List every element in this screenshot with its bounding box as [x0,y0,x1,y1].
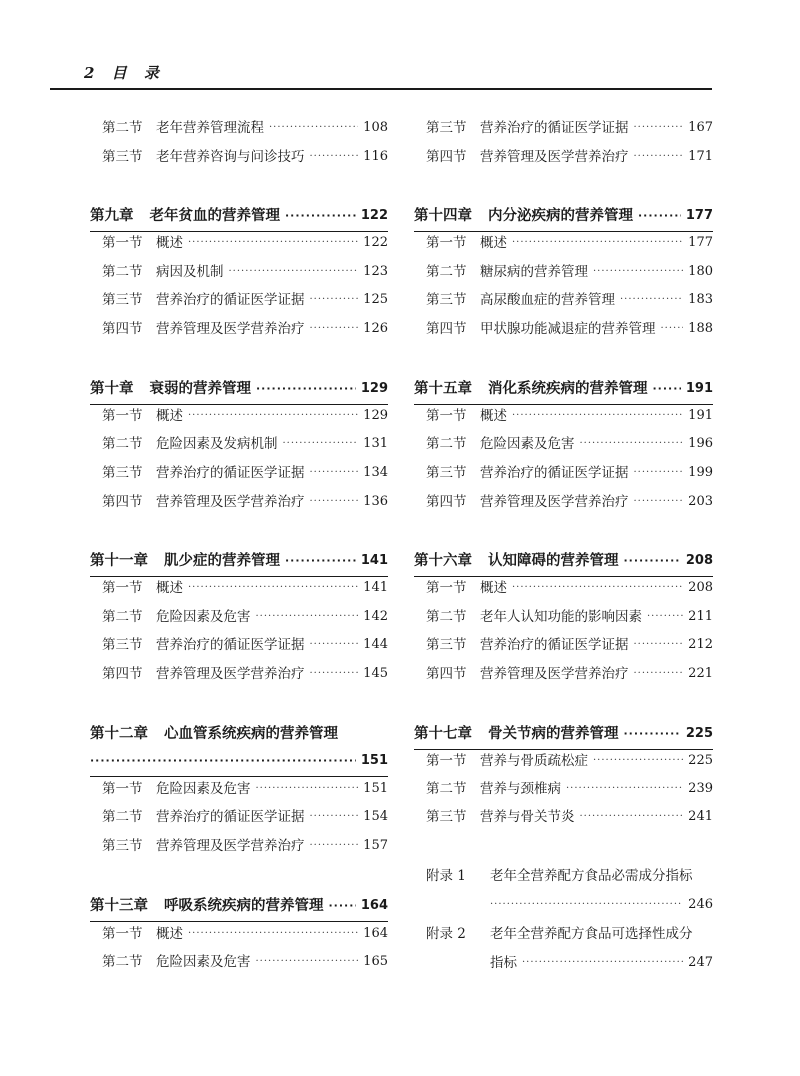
leader-dots [256,603,359,631]
toc-section-entry[interactable]: 第三节 营养与骨关节炎 ····· 241 [414,803,713,831]
leader-dots [512,402,683,430]
leader-dots [188,402,358,430]
toc-section-entry[interactable]: 第三节 营养治疗的循证医学证据 ····· 167 [414,114,713,142]
toc-section-entry[interactable]: 第四节 营养管理及医学营养治疗 ····· 136 [90,488,388,516]
leader-dots [661,315,684,343]
page-number: 2 [84,64,101,82]
leader-dots [566,775,683,803]
leader-dots [624,546,681,576]
leader-dots [647,603,683,631]
leader-dots [634,488,684,516]
toc-section-entry[interactable]: 第三节 高尿酸血症的营养管理 ····· 183 [414,286,713,314]
running-title: 目 录 [111,64,165,82]
toc-section-entry[interactable]: 第二节 糖尿病的营养管理 ····· 180 [414,258,713,286]
leader-dots [512,229,683,257]
leader-dots [634,631,684,659]
toc-section-entry[interactable]: 第三节 营养管理及医学营养治疗 ····· 157 [90,832,388,860]
leader-dots [310,803,359,831]
toc-section-entry[interactable]: 第二节 营养治疗的循证医学证据 ····· 154 [90,803,388,831]
toc-section-entry[interactable]: 第四节 营养管理及医学营养治疗 ····· 221 [414,660,713,688]
leader-dots [285,546,356,576]
leader-dots [90,746,356,776]
leader-dots [310,286,359,314]
toc-section-entry[interactable]: 第二节 危险因素及危害 ····· 165 [90,948,388,976]
leader-dots [522,948,683,978]
leader-dots [269,114,358,142]
toc-section-entry[interactable]: 第一节 概述 ····· 141 [90,574,388,602]
toc-section-entry[interactable]: 第三节 老年营养咨询与问诊技巧 ····· 116 [90,143,388,171]
leader-dots [256,948,359,976]
toc-chapter-heading[interactable]: 第十二章 心血管系统疾病的营养管理 [90,726,338,742]
leader-dots [310,315,359,343]
leader-dots [593,258,683,286]
leader-dots [310,143,359,171]
toc-section-entry[interactable]: 第一节 概述 ····· 129 [90,402,388,430]
leader-dots [634,143,684,171]
toc-left-column [90,0,388,1076]
toc-appendix-entry[interactable]: 附录 1 老年全营养配方食品必需成分指标 [426,868,693,884]
toc-section-entry[interactable]: 第二节 危险因素及发病机制 ····· 131 [90,430,388,458]
toc-chapter-heading[interactable]: 第十三章 呼吸系统疾病的营养管理 ····· 164 [90,891,388,922]
leader-dots [310,631,359,659]
toc-chapter-heading[interactable]: 第十六章 认知障碍的营养管理 ····· 208 [414,546,713,577]
toc-section-entry[interactable]: 第二节 老年营养管理流程 ····· 108 [90,114,388,142]
toc-section-entry[interactable]: 第三节 营养治疗的循证医学证据 ····· 144 [90,631,388,659]
leader-dots [188,229,358,257]
leader-dots [329,891,356,921]
toc-section-entry[interactable]: 第四节 营养管理及医学营养治疗 ····· 126 [90,315,388,343]
leader-dots [593,747,683,775]
leader-dots [283,430,359,458]
toc-section-entry[interactable]: 第一节 概述 ····· 177 [414,229,713,257]
leader-dots [310,488,359,516]
toc-section-entry[interactable]: 第一节 概述 ····· 122 [90,229,388,257]
toc-chapter-heading[interactable]: 第九章 老年贫血的营养管理 ····· 122 [90,201,388,232]
leader-dots [624,719,681,749]
leader-dots [490,890,683,920]
toc-section-entry[interactable]: 第四节 甲状腺功能减退症的营养管理 ····· 188 [414,315,713,343]
leader-dots [580,430,684,458]
leader-dots [620,286,683,314]
leader-dots [310,660,359,688]
leader-dots [634,114,684,142]
toc-section-entry[interactable]: 第四节 营养管理及医学营养治疗 ····· 171 [414,143,713,171]
toc-chapter-heading[interactable]: 第十七章 骨关节病的营养管理 ····· 225 [414,719,713,750]
toc-appendix-entry[interactable]: 附录 2 老年全营养配方食品可选择性成分 [426,926,693,942]
toc-section-entry[interactable]: 第一节 营养与骨质疏松症 ····· 225 [414,747,713,775]
leader-dots [653,374,681,404]
toc-section-entry[interactable]: 第三节 营养治疗的循证医学证据 ····· 199 [414,459,713,487]
toc-section-entry[interactable]: 第一节 概述 ····· 164 [90,920,388,948]
toc-section-entry[interactable]: 第一节 概述 ····· 208 [414,574,713,602]
toc-section-entry[interactable]: 第一节 危险因素及危害 ····· 151 [90,775,388,803]
leader-dots [188,574,358,602]
toc-section-entry[interactable]: 第三节 营养治疗的循证医学证据 ····· 134 [90,459,388,487]
toc-section-entry[interactable]: 第二节 营养与颈椎病 ····· 239 [414,775,713,803]
toc-section-entry[interactable]: 第二节 老年人认知功能的影响因素 ····· 211 [414,603,713,631]
leader-dots [638,201,681,231]
leader-dots [512,574,683,602]
toc-section-entry[interactable]: 第二节 病因及机制 ····· 123 [90,258,388,286]
leader-dots [188,920,358,948]
toc-section-entry[interactable]: 第二节 危险因素及危害 ····· 142 [90,603,388,631]
leader-dots [229,258,359,286]
leader-dots [285,201,356,231]
toc-chapter-heading[interactable]: 第十一章 肌少症的营养管理 ····· 141 [90,546,388,577]
toc-appendix-entry-continuation[interactable]: ····· 246 [414,890,713,920]
toc-chapter-heading[interactable]: 第十四章 内分泌疾病的营养管理 ····· 177 [414,201,713,232]
toc-chapter-heading[interactable]: 第十章 衰弱的营养管理 ····· 129 [90,374,388,405]
leader-dots [634,660,684,688]
leader-dots [256,374,356,404]
toc-section-entry[interactable]: 第四节 营养管理及医学营养治疗 ····· 203 [414,488,713,516]
leader-dots [310,459,359,487]
toc-section-entry[interactable]: 第四节 营养管理及医学营养治疗 ····· 145 [90,660,388,688]
toc-section-entry[interactable]: 第三节 营养治疗的循证医学证据 ····· 125 [90,286,388,314]
toc-section-entry[interactable]: 第三节 营养治疗的循证医学证据 ····· 212 [414,631,713,659]
toc-right-column [414,0,713,1076]
leader-dots [310,832,359,860]
leader-dots [256,775,359,803]
toc-appendix-entry-continuation[interactable]: 指标 ····· 247 [414,948,713,978]
leader-dots [634,459,684,487]
toc-chapter-heading[interactable]: 第十五章 消化系统疾病的营养管理 ····· 191 [414,374,713,405]
toc-chapter-heading-continuation[interactable]: ····· 151 [90,746,388,777]
toc-section-entry[interactable]: 第一节 概述 ····· 191 [414,402,713,430]
toc-section-entry[interactable]: 第二节 危险因素及危害 ····· 196 [414,430,713,458]
leader-dots [580,803,684,831]
